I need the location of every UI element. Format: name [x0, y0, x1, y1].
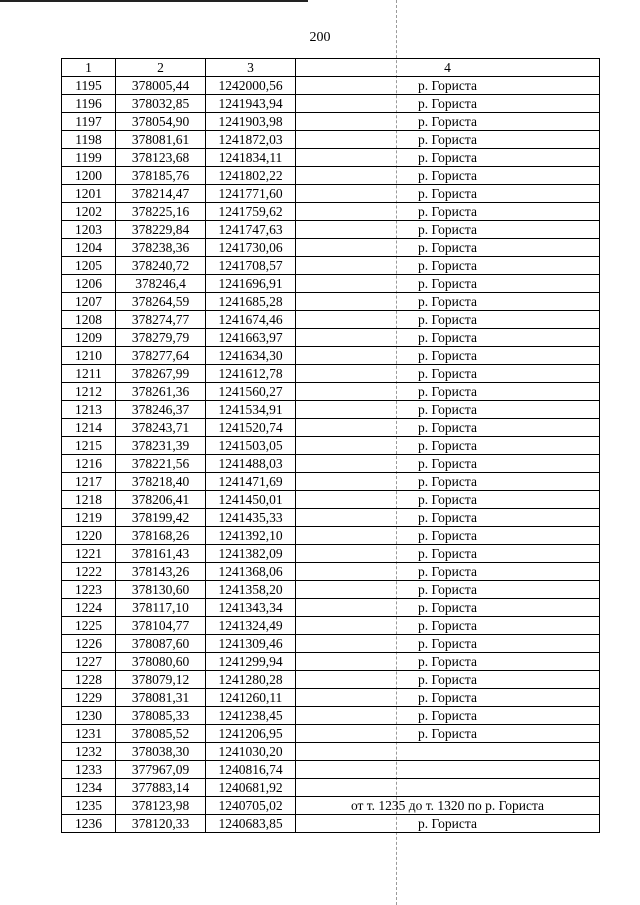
table-row	[62, 563, 600, 581]
description-cell: р. Гориста	[296, 383, 600, 401]
description-cell: р. Гориста	[296, 401, 600, 419]
description-cell: р. Гориста	[296, 149, 600, 167]
description-cell: р. Гориста	[296, 77, 600, 95]
coordinate-y-cell: 1241520,74	[206, 419, 296, 437]
point-number-cell: 1208	[62, 311, 116, 329]
coordinate-y-cell: 1241299,94	[206, 653, 296, 671]
table-row	[62, 581, 600, 599]
table-row	[62, 725, 600, 743]
coordinate-x-cell: 377883,14	[116, 779, 206, 797]
description-cell: р. Гориста	[296, 617, 600, 635]
point-number-cell: 1227	[62, 653, 116, 671]
description-cell: р. Гориста	[296, 293, 600, 311]
table-row	[62, 257, 600, 275]
coordinate-x-cell: 378277,64	[116, 347, 206, 365]
point-number-cell: 1224	[62, 599, 116, 617]
coordinate-y-cell: 1241382,09	[206, 545, 296, 563]
point-number-cell: 1206	[62, 275, 116, 293]
point-number-cell: 1201	[62, 185, 116, 203]
coordinate-y-cell: 1241747,63	[206, 221, 296, 239]
coordinate-y-cell: 1241260,11	[206, 689, 296, 707]
coordinate-y-cell: 1241674,46	[206, 311, 296, 329]
table-row	[62, 275, 600, 293]
description-cell: р. Гориста	[296, 527, 600, 545]
description-cell: р. Гориста	[296, 689, 600, 707]
table-row	[62, 311, 600, 329]
table-row	[62, 779, 600, 797]
coordinate-y-cell: 1241450,01	[206, 491, 296, 509]
table-row	[62, 545, 600, 563]
table-row	[62, 707, 600, 725]
description-cell: р. Гориста	[296, 635, 600, 653]
coordinate-y-cell: 1241343,34	[206, 599, 296, 617]
point-number-cell: 1200	[62, 167, 116, 185]
point-number-cell: 1225	[62, 617, 116, 635]
coordinate-y-cell: 1241471,69	[206, 473, 296, 491]
table-row	[62, 419, 600, 437]
description-cell: р. Гориста	[296, 437, 600, 455]
coordinate-x-cell: 378231,39	[116, 437, 206, 455]
coordinate-y-cell: 1241771,60	[206, 185, 296, 203]
table-row	[62, 185, 600, 203]
coordinate-y-cell: 1241696,91	[206, 275, 296, 293]
point-number-cell: 1195	[62, 77, 116, 95]
table-row	[62, 599, 600, 617]
point-number-cell: 1215	[62, 437, 116, 455]
table-row	[62, 167, 600, 185]
table-row	[62, 491, 600, 509]
description-cell: р. Гориста	[296, 311, 600, 329]
description-cell: р. Гориста	[296, 545, 600, 563]
description-cell: р. Гориста	[296, 257, 600, 275]
table-row	[62, 221, 600, 239]
coordinate-x-cell: 378218,40	[116, 473, 206, 491]
description-cell: р. Гориста	[296, 671, 600, 689]
coordinate-x-cell: 378267,99	[116, 365, 206, 383]
coordinate-y-cell: 1241206,95	[206, 725, 296, 743]
header-description: 4	[296, 59, 600, 77]
coordinate-y-cell: 1241435,33	[206, 509, 296, 527]
coordinate-x-cell: 378246,37	[116, 401, 206, 419]
coordinate-x-cell: 378130,60	[116, 581, 206, 599]
point-number-cell: 1212	[62, 383, 116, 401]
coordinate-x-cell: 378206,41	[116, 491, 206, 509]
coordinate-x-cell: 378221,56	[116, 455, 206, 473]
description-cell: р. Гориста	[296, 95, 600, 113]
coordinate-x-cell: 378279,79	[116, 329, 206, 347]
point-number-cell: 1228	[62, 671, 116, 689]
coordinate-y-cell: 1241309,46	[206, 635, 296, 653]
coordinate-x-cell: 378054,90	[116, 113, 206, 131]
point-number-cell: 1202	[62, 203, 116, 221]
table-row	[62, 203, 600, 221]
coordinate-y-cell: 1241759,62	[206, 203, 296, 221]
coordinate-y-cell: 1241392,10	[206, 527, 296, 545]
coordinate-y-cell: 1240683,85	[206, 815, 296, 833]
coordinate-x-cell: 378261,36	[116, 383, 206, 401]
description-cell: р. Гориста	[296, 725, 600, 743]
point-number-cell: 1236	[62, 815, 116, 833]
coordinate-y-cell: 1241903,98	[206, 113, 296, 131]
coordinate-y-cell: 1241280,28	[206, 671, 296, 689]
coordinate-x-cell: 378079,12	[116, 671, 206, 689]
description-cell: р. Гориста	[296, 113, 600, 131]
table-row	[62, 743, 600, 761]
description-cell: р. Гориста	[296, 509, 600, 527]
coordinate-y-cell: 1241872,03	[206, 131, 296, 149]
table-row	[62, 689, 600, 707]
table-row	[62, 329, 600, 347]
coordinate-y-cell: 1240705,02	[206, 797, 296, 815]
top-rule	[0, 0, 308, 2]
point-number-cell: 1235	[62, 797, 116, 815]
table-row	[62, 77, 600, 95]
table-row	[62, 383, 600, 401]
coordinate-x-cell: 378032,85	[116, 95, 206, 113]
description-cell: р. Гориста	[296, 167, 600, 185]
point-number-cell: 1199	[62, 149, 116, 167]
table-row	[62, 473, 600, 491]
table-row	[62, 671, 600, 689]
coordinate-x-cell: 378080,60	[116, 653, 206, 671]
coordinate-y-cell: 1241612,78	[206, 365, 296, 383]
coordinate-x-cell: 378185,76	[116, 167, 206, 185]
coordinate-x-cell: 378143,26	[116, 563, 206, 581]
point-number-cell: 1204	[62, 239, 116, 257]
table-row	[62, 149, 600, 167]
header-point-number: 1	[62, 59, 116, 77]
table-row	[62, 797, 600, 815]
point-number-cell: 1234	[62, 779, 116, 797]
coordinate-x-cell: 378120,33	[116, 815, 206, 833]
coordinate-y-cell: 1241708,57	[206, 257, 296, 275]
description-cell: р. Гориста	[296, 473, 600, 491]
point-number-cell: 1231	[62, 725, 116, 743]
point-number-cell: 1232	[62, 743, 116, 761]
coordinate-x-cell: 378264,59	[116, 293, 206, 311]
coordinate-y-cell: 1241560,27	[206, 383, 296, 401]
description-cell: р. Гориста	[296, 347, 600, 365]
description-cell: р. Гориста	[296, 275, 600, 293]
description-cell: р. Гориста	[296, 581, 600, 599]
table-row	[62, 455, 600, 473]
description-cell	[296, 743, 600, 761]
table-row	[62, 815, 600, 833]
table-row	[62, 347, 600, 365]
header-coordinate-x: 2	[116, 59, 206, 77]
coordinate-y-cell: 1241943,94	[206, 95, 296, 113]
description-cell	[296, 779, 600, 797]
table-row	[62, 761, 600, 779]
coordinate-x-cell: 378085,52	[116, 725, 206, 743]
coordinate-y-cell: 1241802,22	[206, 167, 296, 185]
coordinate-x-cell: 378117,10	[116, 599, 206, 617]
table-row	[62, 527, 600, 545]
coordinate-y-cell: 1240681,92	[206, 779, 296, 797]
coordinate-x-cell: 378229,84	[116, 221, 206, 239]
description-cell: р. Гориста	[296, 455, 600, 473]
coordinate-y-cell: 1241238,45	[206, 707, 296, 725]
table-row	[62, 95, 600, 113]
table-row	[62, 617, 600, 635]
description-cell: р. Гориста	[296, 203, 600, 221]
description-cell: р. Гориста	[296, 815, 600, 833]
coordinate-y-cell: 1242000,56	[206, 77, 296, 95]
coordinate-x-cell: 378005,44	[116, 77, 206, 95]
point-number-cell: 1218	[62, 491, 116, 509]
coordinate-x-cell: 378168,26	[116, 527, 206, 545]
coordinate-y-cell: 1241358,20	[206, 581, 296, 599]
description-cell: р. Гориста	[296, 419, 600, 437]
coordinate-y-cell: 1241685,28	[206, 293, 296, 311]
point-number-cell: 1220	[62, 527, 116, 545]
coordinate-x-cell: 378161,43	[116, 545, 206, 563]
point-number-cell: 1210	[62, 347, 116, 365]
description-cell: р. Гориста	[296, 599, 600, 617]
coordinate-x-cell: 378214,47	[116, 185, 206, 203]
coordinate-y-cell: 1241730,06	[206, 239, 296, 257]
coordinate-x-cell: 377967,09	[116, 761, 206, 779]
point-number-cell: 1211	[62, 365, 116, 383]
coordinate-x-cell: 378123,68	[116, 149, 206, 167]
description-cell: р. Гориста	[296, 329, 600, 347]
description-cell: р. Гориста	[296, 491, 600, 509]
point-number-cell: 1230	[62, 707, 116, 725]
coordinate-y-cell: 1241368,06	[206, 563, 296, 581]
header-coordinate-y: 3	[206, 59, 296, 77]
coordinate-x-cell: 378123,98	[116, 797, 206, 815]
table-row	[62, 365, 600, 383]
point-number-cell: 1203	[62, 221, 116, 239]
point-number-cell: 1221	[62, 545, 116, 563]
coordinate-y-cell: 1241534,91	[206, 401, 296, 419]
table-row	[62, 113, 600, 131]
table-header-row	[62, 59, 600, 77]
point-number-cell: 1197	[62, 113, 116, 131]
description-cell: р. Гориста	[296, 707, 600, 725]
description-cell: р. Гориста	[296, 365, 600, 383]
point-number-cell: 1233	[62, 761, 116, 779]
page-number: 200	[309, 30, 331, 45]
coordinate-x-cell: 378238,36	[116, 239, 206, 257]
coordinate-x-cell: 378240,72	[116, 257, 206, 275]
table-row	[62, 509, 600, 527]
table-row	[62, 401, 600, 419]
table-row	[62, 239, 600, 257]
point-number-cell: 1226	[62, 635, 116, 653]
coordinate-y-cell: 1241030,20	[206, 743, 296, 761]
coordinate-x-cell: 378085,33	[116, 707, 206, 725]
point-number-cell: 1217	[62, 473, 116, 491]
description-cell	[296, 761, 600, 779]
description-cell: р. Гориста	[296, 131, 600, 149]
coordinate-y-cell: 1241663,97	[206, 329, 296, 347]
point-number-cell: 1196	[62, 95, 116, 113]
point-number-cell: 1207	[62, 293, 116, 311]
coordinate-y-cell: 1241634,30	[206, 347, 296, 365]
coordinate-x-cell: 378081,61	[116, 131, 206, 149]
coordinate-x-cell: 378225,16	[116, 203, 206, 221]
description-cell: р. Гориста	[296, 563, 600, 581]
description-cell: от т. 1235 до т. 1320 по р. Гориста	[296, 797, 600, 815]
coordinate-y-cell: 1241488,03	[206, 455, 296, 473]
coordinate-x-cell: 378246,4	[116, 275, 206, 293]
coordinate-x-cell: 378081,31	[116, 689, 206, 707]
table-row	[62, 437, 600, 455]
point-number-cell: 1214	[62, 419, 116, 437]
point-number-cell: 1205	[62, 257, 116, 275]
point-number-cell: 1222	[62, 563, 116, 581]
coordinates-table	[61, 58, 600, 833]
description-cell: р. Гориста	[296, 185, 600, 203]
description-cell: р. Гориста	[296, 653, 600, 671]
coordinate-y-cell: 1241324,49	[206, 617, 296, 635]
coordinate-x-cell: 378274,77	[116, 311, 206, 329]
table-row	[62, 131, 600, 149]
coordinate-x-cell: 378104,77	[116, 617, 206, 635]
table-row	[62, 293, 600, 311]
point-number-cell: 1198	[62, 131, 116, 149]
coordinate-y-cell: 1241503,05	[206, 437, 296, 455]
table-row	[62, 635, 600, 653]
point-number-cell: 1213	[62, 401, 116, 419]
coordinate-x-cell: 378087,60	[116, 635, 206, 653]
table-body	[62, 77, 600, 833]
point-number-cell: 1229	[62, 689, 116, 707]
coordinate-x-cell: 378243,71	[116, 419, 206, 437]
point-number-cell: 1223	[62, 581, 116, 599]
coordinate-x-cell: 378199,42	[116, 509, 206, 527]
description-cell: р. Гориста	[296, 221, 600, 239]
coordinate-y-cell: 1240816,74	[206, 761, 296, 779]
description-cell: р. Гориста	[296, 239, 600, 257]
point-number-cell: 1216	[62, 455, 116, 473]
point-number-cell: 1219	[62, 509, 116, 527]
coordinate-y-cell: 1241834,11	[206, 149, 296, 167]
coordinate-x-cell: 378038,30	[116, 743, 206, 761]
point-number-cell: 1209	[62, 329, 116, 347]
table-row	[62, 653, 600, 671]
